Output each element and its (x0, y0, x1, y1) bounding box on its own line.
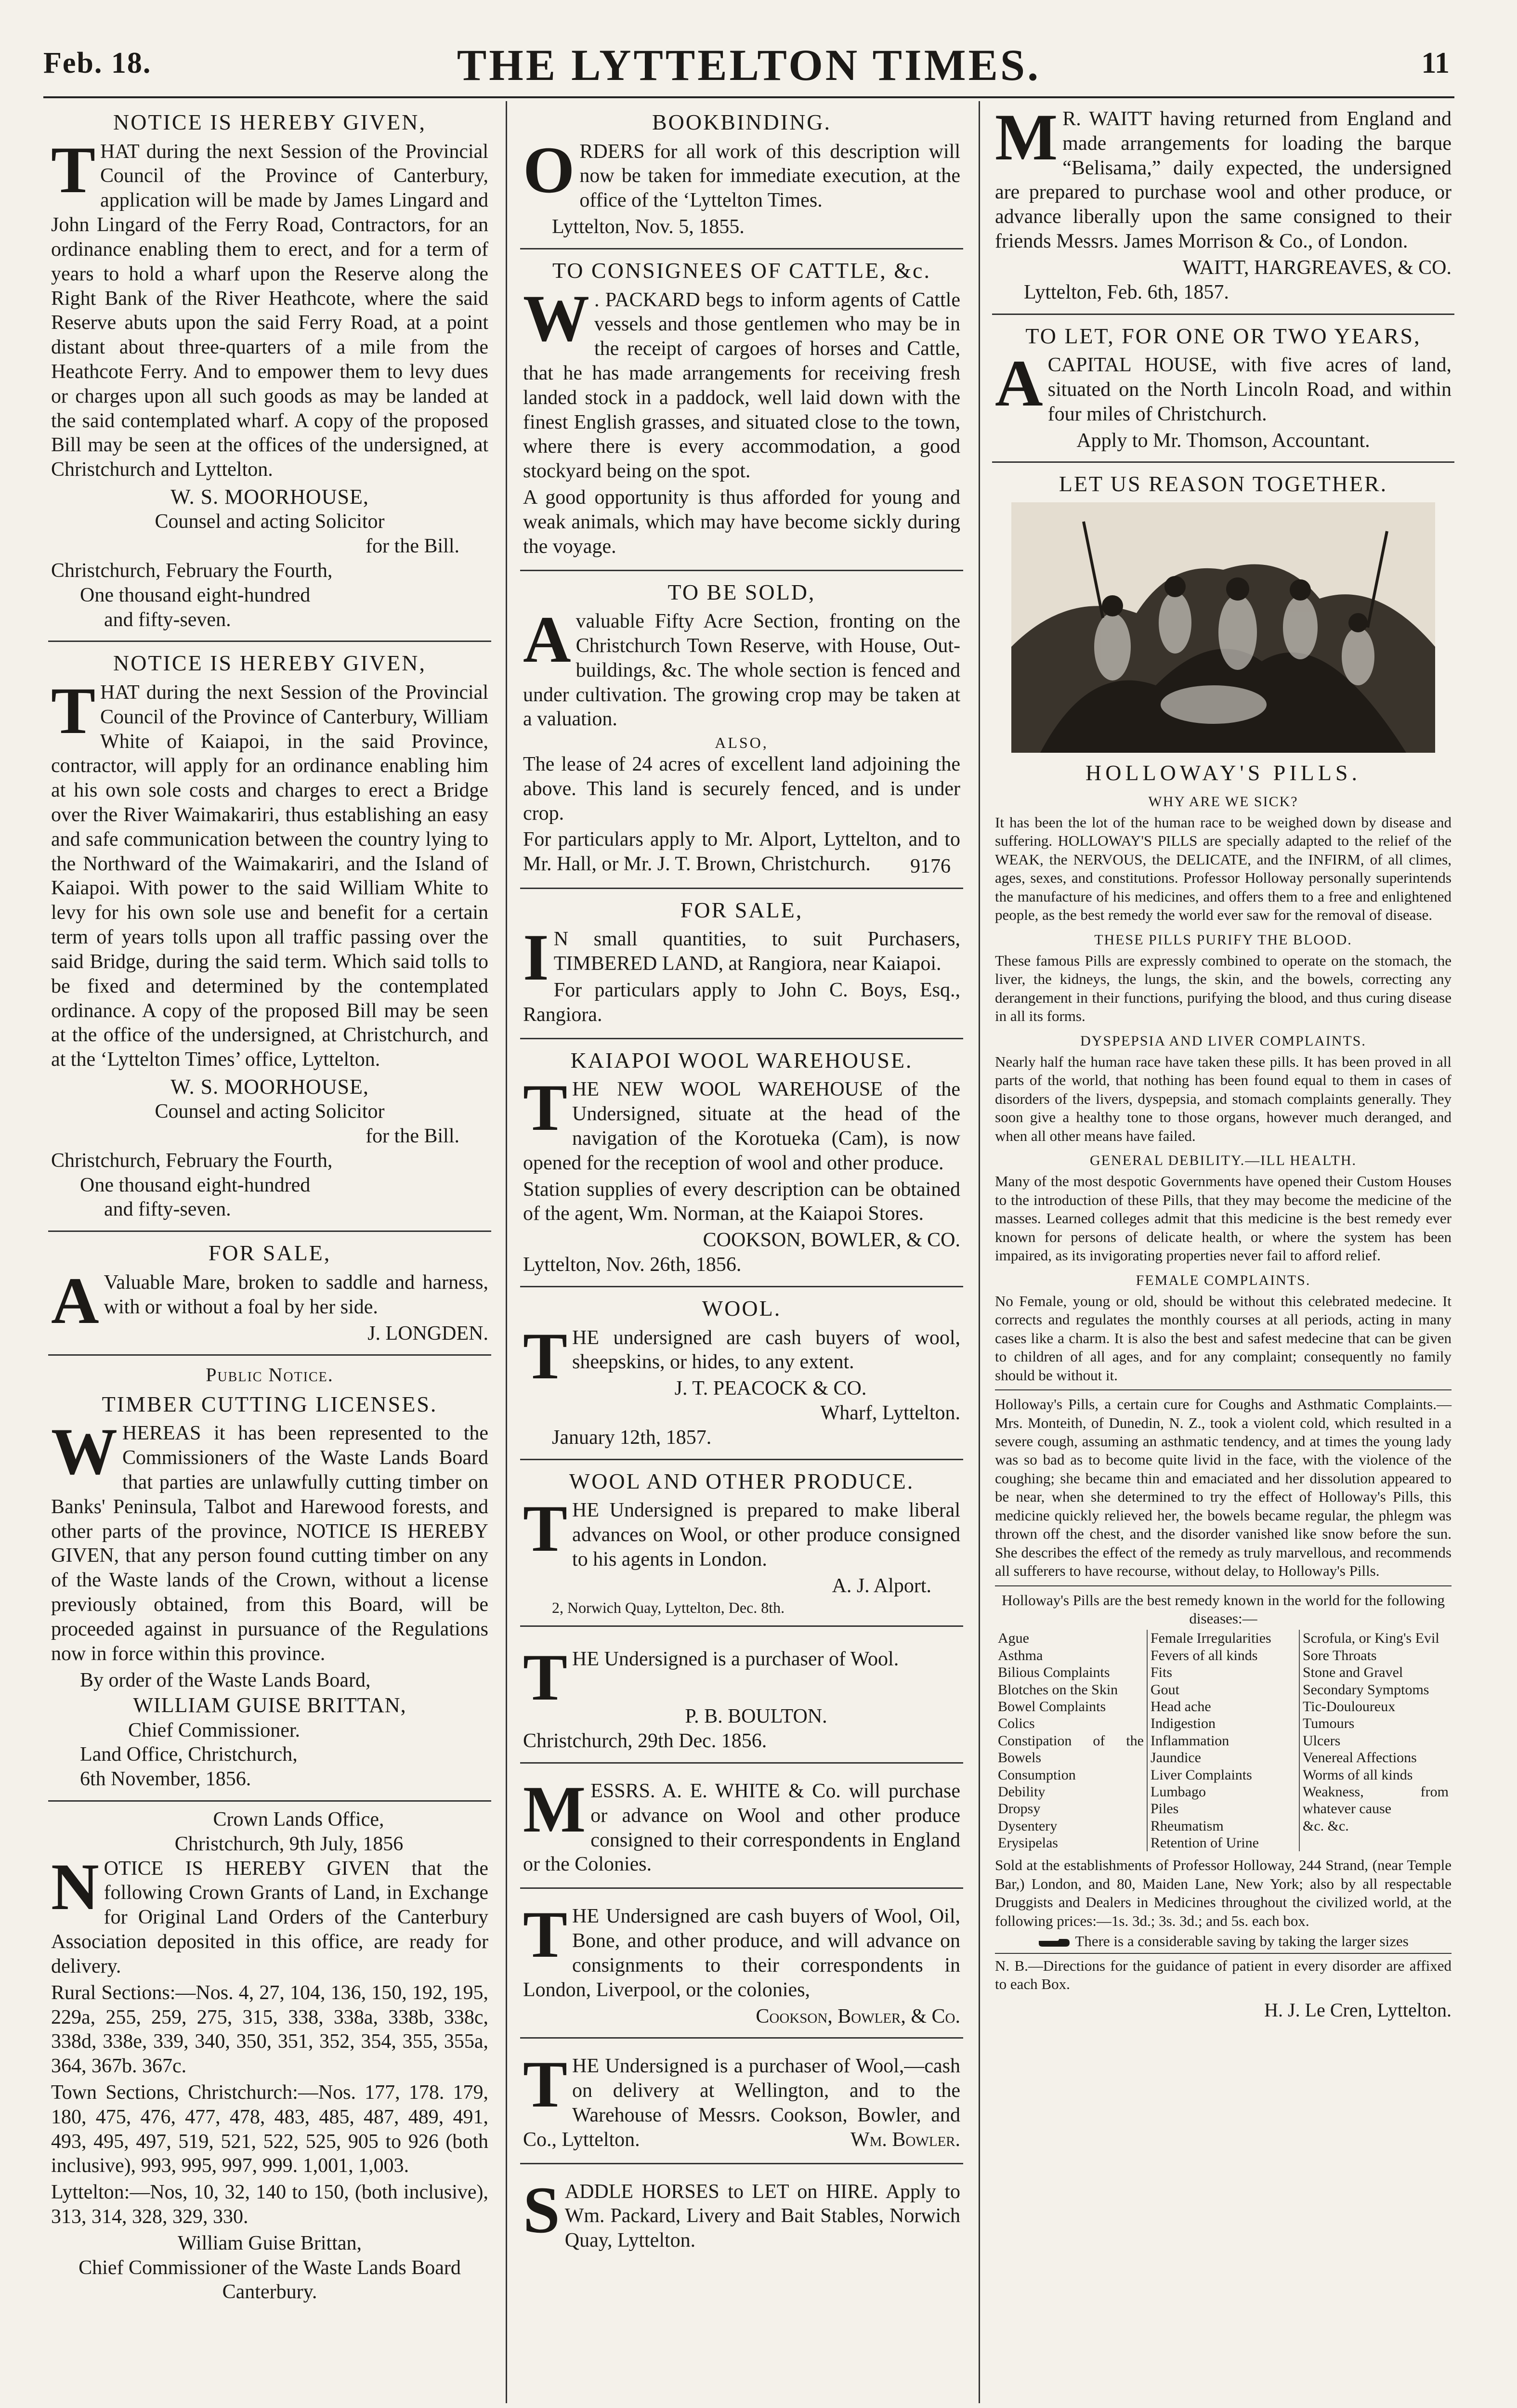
drop-cap: A (523, 602, 571, 677)
disease-item: Debility (998, 1783, 1046, 1800)
disease-item: Ague (998, 1630, 1029, 1647)
disease-item: Worms of all kinds (1303, 1767, 1413, 1783)
disease-item: Asthma (998, 1647, 1043, 1663)
saving-text: There is a considerable saving by taking the larger sizes (1075, 1933, 1409, 1950)
sold-at: Sold at the establishments of Professor Holloway, 244 Strand, (near Temple Bar,) London, and 80, Maiden Lane, New York; also by all respectable Druggists and Dealers in Medicines throughout the civilized world, at the following prices:—1s. 3d.; 3s. 3d.; and 5s. each box. (995, 1857, 1452, 1929)
crown-grants-ad (48, 1802, 491, 2313)
testimonial: Holloway's Pills, a certain cure for Coughs and Asthmatic Complaints.—Mrs. Monteith, of Dunedin, N. Z., took a violent cold, which resulted in a severe cough, assuming an asthmatic tendency, and at times the young lady was so bad as to become quite livid in the face, with the violence of the coughing; she became thin and emaciated and her dissolution appeared to be near, when she determined to try the effect of Holloway's Pills, this medicine quickly relieved her, the bowels became regular, the phlegm was thrown off the chest, and the disorder vanished like snow before the sun. She describes the effect of the remedy as truly marvellous, and recommends all sufferers to have recourse, without delay, to Holloway's Pills. (995, 1396, 1452, 1580)
agent-signature: H. J. Le Cren, Lyttelton. (1264, 1999, 1452, 2021)
cattle-consignees-ad (520, 249, 963, 571)
ad-body: A good opportunity is thus afforded for young and weak animals, which may have become sickly during the voyage. (523, 486, 960, 558)
drop-cap: M (523, 1772, 586, 1846)
disease-item: Venereal Affections (1303, 1750, 1417, 1766)
ad-date: January 12th, 1857. (552, 1426, 712, 1449)
ad-place: Crown Lands Office, (213, 1808, 384, 1831)
ad-date: One thousand eight-hundred (80, 584, 311, 606)
signature: J. T. PEACOCK & CO. (674, 1377, 867, 1400)
drop-cap: T (523, 2047, 568, 2121)
ad-date: 6th November, 1856. (80, 1768, 251, 1791)
section-body: It has been the lot of the human race to be weighed down by disease and suffering. HOLLOWAY'S PILLS are specially adapted to the relief of the WEAK, the NERVOUS, the DELICATE, and the INFIRM, of all climes, ages, sexes, and constitutions. Professor Holloway personally superintends the manufacture of his medicines, and offers them to a free and enlightened people, as the best remedy the world ever saw for the removal of disease. (995, 814, 1452, 924)
ad-body: ADDLE HORSES to LET on HIRE. Apply to Wm. Packard, Livery and Bait Stables, Norwich Quay, Lyttelton. (564, 2180, 960, 2252)
rural-sections: Rural Sections:—Nos. 4, 27, 104, 136, 150, 192, 195, 229a, 255, 259, 275, 315, 338, 338a, 338b, 338c, 338d, 338e, 339, 340, 350, 351, 352, 354, 355, 355a, 364, 367b. 367c. (51, 1981, 488, 2078)
signature: J. LONGDEN. (367, 1322, 488, 1345)
ad-heading: TO BE SOLD, (667, 579, 816, 604)
disease-item: Tic-Douloureux (1303, 1698, 1396, 1714)
signature-role: Wharf, Lyttelton. (820, 1401, 960, 1424)
disease-item: &c. &c. (1303, 1818, 1349, 1834)
masthead (43, 29, 1454, 98)
disease-item: Inflammation (1151, 1732, 1229, 1749)
disease-item: Female Irregularities (1151, 1630, 1271, 1647)
signature-role: Canterbury. (222, 2281, 317, 2303)
ad-heading: KAIAPOI WOOL WAREHOUSE. (570, 1047, 913, 1073)
disease-item: Tumours (1303, 1715, 1355, 1732)
disease-item: Indigestion (1151, 1715, 1216, 1732)
ad-heading: WOOL. (702, 1296, 782, 1321)
kaiapoi-warehouse-ad (520, 1039, 963, 1287)
drop-cap: T (523, 1492, 568, 1566)
signature: WAITT, HARGREAVES, & CO. (1182, 256, 1452, 279)
white-ad (520, 1764, 963, 1889)
ad-body: For particulars apply to Mr. Alport, Lyttelton, and to Mr. Hall, or Mr. J. T. Brown, Christchurch. (523, 828, 960, 876)
section-body: Nearly half the human race have taken these pills. It has been proved in all parts of the world, that nothing has been found equal to them in cases of disorders of the livers, dyspepsia, and stomach complaints generally. They soon give a healthy tone to those organs, however much deranged, and when all other means have failed. (995, 1053, 1452, 1144)
ad-body: CAPITAL HOUSE, with five acres of land, situated on the North Lincoln Road, and within four miles of Christchurch. (1047, 354, 1452, 425)
signature-role: Chief Commissioner. (128, 1719, 300, 1741)
ad-body: HE Undersigned are cash buyers of Wool, Oil, Bone, and other produce, and will advance on consignments to their correspondents in London, Liverpool, or the colonies, (523, 1905, 960, 2001)
page-number: 11 (1421, 47, 1450, 79)
ad-also: ALSO, (715, 734, 769, 752)
ad-date: Christchurch, 9th July, 1856 (174, 1832, 404, 1855)
section-body: These famous Pills are expressly combined to operate on the stomach, the liver, the kidneys, the lungs, the skin, and the bowels, correcting any derangement in their functions, purifying the blood, and thus curing disease in all its forms. (995, 952, 1452, 1025)
disease-item: Stone and Gravel (1303, 1664, 1403, 1681)
section-heading: THESE PILLS PURIFY THE BLOOD. (1094, 931, 1352, 948)
disease-item: Fevers of all kinds (1151, 1647, 1258, 1663)
cookson-ad (520, 1889, 963, 2039)
drop-cap: T (523, 1898, 568, 1972)
ad-heading: LET US REASON TOGETHER. (1059, 471, 1388, 497)
disease-item: Dysentery (998, 1818, 1058, 1834)
waitt-ad (992, 101, 1454, 315)
signature-role: Counsel and acting Solicitor (155, 510, 385, 533)
section-heading: DYSPEPSIA AND LIVER COMPLAINTS. (1080, 1033, 1366, 1049)
engraving-illustration (1011, 502, 1435, 753)
saddle-horses-ad (520, 2164, 963, 2264)
section-body: Many of the most despotic Governments have opened their Custom Houses to the introduction of these Pills, that they may become the medicine of the masses. Learned colleges admit that this medicine is the best remedy ever known for persons of delicate health, or where the system has been impaired, as its invigorating properties never fail to afford relief. (995, 1173, 1452, 1264)
ad-place: 2, Norwich Quay, Lyttelton, Dec. 8th. (552, 1598, 785, 1616)
drop-cap: T (51, 132, 96, 207)
timbered-land-ad (520, 889, 963, 1039)
disease-item: Dropsy (998, 1801, 1041, 1817)
ad-apply: Apply to Mr. Thomson, Accountant. (1076, 429, 1370, 452)
ad-heading: TO CONSIGNEES OF CATTLE, &c. (552, 258, 931, 283)
signature: P. B. BOULTON. (685, 1705, 827, 1728)
column-3 (992, 101, 1454, 2030)
column-1 (48, 101, 491, 2313)
diseases-column (995, 1630, 1147, 1851)
ad-heading: HOLLOWAY'S PILLS. (1085, 760, 1361, 785)
signature: A. J. Alport. (832, 1574, 931, 1597)
signature: W. S. MOORHOUSE, (170, 1074, 369, 1099)
disease-item: Sore Throats (1303, 1647, 1377, 1663)
to-be-sold-ad (520, 571, 963, 889)
drop-cap: N (51, 1849, 99, 1924)
signature: W. S. MOORHOUSE, (170, 485, 369, 509)
ad-body: R. WAITT having returned from England and made arrangements for loading the barque “Belisama,” daily expected, the undersigned are prepared to purchase wool and other produce, or advance liberally upon the same consigned to their friends Messrs. James Morrison & Co., of London. (995, 108, 1452, 253)
disease-item: Ulcers (1303, 1732, 1341, 1749)
ad-body: HE Undersigned is a purchaser of Wool. (572, 1648, 899, 1671)
drop-cap: I (523, 920, 549, 995)
disease-item: Erysipelas (998, 1835, 1058, 1851)
column-rule-1 (506, 101, 507, 2403)
signature: Wm. Bowler. (850, 2128, 960, 2151)
signature: WILLIAM GUISE BRITTAN, (133, 1693, 406, 1717)
notice-bridge-ad (48, 642, 491, 1232)
pointing-hand-icon (1038, 1937, 1072, 1949)
ad-body: N small quantities, to suit Purchasers, TIMBERED LAND, at Rangiora, near Kaiapoi. (553, 928, 960, 975)
signature: Cookson, Bowler, & Co. (756, 2005, 960, 2028)
ad-body: The lease of 24 acres of excellent land adjoining the above. This land is securely fenced, and is under crop. (523, 753, 960, 824)
ad-date: and fifty-seven. (104, 1198, 231, 1221)
saving-note (995, 1932, 1452, 1950)
disease-item: Colics (998, 1715, 1035, 1732)
section-body: No Female, young or old, should be without this celebrated medecine. It corrects and regulates the monthly courses at all periods, acting in many cases like a charm. It is also the best and safest medecine that can be given to children of all ages, and for any complaint; consequently no family should be without it. (995, 1292, 1452, 1384)
bowler-ad (520, 2039, 963, 2164)
notice-wharf-ad (48, 101, 491, 642)
ad-place: Christchurch, February the Fourth, (51, 559, 333, 582)
wool-produce-ad (520, 1460, 963, 1627)
ad-heading: TIMBER CUTTING LICENSES. (102, 1391, 438, 1416)
diseases-intro: Holloway's Pills are the best remedy known in the world for the following diseases:— (1002, 1591, 1445, 1627)
ad-heading: BOOKBINDING. (652, 110, 832, 134)
ad-body: For particulars apply to John C. Boys, Esq., Rangiora. (523, 979, 960, 1026)
signature-role: for the Bill. (366, 1125, 459, 1148)
diseases-table (995, 1630, 1452, 1851)
boulton-ad (520, 1627, 963, 1764)
ad-body: OTICE IS HEREBY GIVEN that the following Crown Grants of Land, in Exchange for Original Land Orders of the Canterbury Association deposited in this office, are ready for delivery. (51, 1857, 488, 1977)
drop-cap: W (51, 1414, 118, 1489)
disease-item: Piles (1151, 1801, 1179, 1817)
drop-cap: W (523, 281, 589, 355)
disease-item: Blotches on the Skin (998, 1681, 1118, 1698)
diseases-column (1147, 1630, 1299, 1851)
disease-item: Rheumatism (1151, 1818, 1224, 1834)
disease-item: Head ache (1151, 1698, 1211, 1714)
ad-heading: FOR SALE, (680, 897, 803, 922)
drop-cap: A (995, 346, 1043, 420)
ad-body: Station supplies of every description can be obtained of the agent, Wm. Norman, at the Kaiapoi Stores. (523, 1178, 960, 1225)
disease-item: Retention of Urine (1151, 1835, 1259, 1851)
column-2 (520, 101, 963, 2264)
ad-body: Valuable Mare, broken to saddle and harness, with or without a foal by her side. (104, 1271, 488, 1318)
disease-item: Lumbago (1151, 1783, 1206, 1800)
drop-cap: M (995, 100, 1058, 174)
ad-body: RDERS for all work of this description will now be taken for immediate execution, at the office of the ‘Lyttelton Times. (579, 140, 960, 212)
ad-order: By order of the Waste Lands Board, (80, 1669, 371, 1691)
ad-body: HE NEW WOOL WAREHOUSE of the Undersigned, situate at the head of the navigation of the Korotueka (Cam), is now opened for the reception of wool and other produce. (523, 1078, 960, 1174)
signature-role: Counsel and acting Solicitor (155, 1100, 385, 1123)
mare-for-sale-ad (48, 1232, 491, 1356)
section-heading: GENERAL DEBILITY.—ILL HEALTH. (1089, 1152, 1357, 1169)
ad-body: valuable Fifty Acre Section, fronting on the Christchurch Town Reserve, with House, Out-buildings, &c. The whole section is fenced and under cultivation. The growing crop may be taken at a valuation. (523, 610, 960, 731)
holloway-pills-ad (992, 463, 1454, 2030)
drop-cap: T (523, 1071, 568, 1145)
drop-cap: T (523, 1319, 568, 1393)
drop-cap: T (523, 1640, 568, 1714)
signature-role: for the Bill. (366, 535, 459, 558)
disease-item: Fits (1151, 1664, 1173, 1681)
ad-heading: NOTICE IS HEREBY GIVEN, (113, 651, 426, 676)
disease-item: Weakness, from whatever cause (1303, 1783, 1449, 1817)
disease-item: Liver Complaints (1151, 1767, 1252, 1783)
ad-date: Christchurch, 29th Dec. 1856. (523, 1730, 767, 1753)
ad-date: Lyttelton, Nov. 26th, 1856. (523, 1254, 742, 1276)
lyttelton-sections: Lyttelton:—Nos, 10, 32, 140 to 150, (both inclusive), 313, 314, 328, 329, 330. (51, 2181, 488, 2228)
nb-note: N. B.—Directions for the guidance of patient in every disorder are affixed to each Box. (995, 1953, 1452, 1994)
ad-body: HEREAS it has been represented to the Commissioners of the Waste Lands Board that parties are unlawfully cutting timber on Banks' Peninsula, Talbot and Harewood forests, and other parts of the province, NOTICE IS HEREBY GIVEN, that any person found cutting timber on any of the Waste lands of the Crown, without a license previously obtained, from this Board, will be proceeded against in pursuance of the Regulations now in force within this province. (51, 1422, 488, 1665)
town-sections: Town Sections, Christchurch:—Nos. 177, 178. 179, 180, 475, 476, 477, 478, 483, 485, 487, 489, 491, 493, 495, 497, 519, 521, 522, 525, 905 to 926 (both inclusive), 993, 995, 997, 999. 1,001, 1,003. (51, 2081, 488, 2177)
disease-item: Scrofula, or King's Evil (1303, 1630, 1439, 1647)
disease-item: Consumption (998, 1767, 1076, 1783)
disease-item: Jaundice (1151, 1750, 1201, 1766)
ad-heading: FOR SALE, (208, 1241, 331, 1266)
drop-cap: A (51, 1263, 99, 1337)
ad-body: HAT during the next Session of the Provincial Council of the Province of Canterbury, application will be made by James Lingard and John Lingard of the Ferry Road, Contractors, for an ordinance enabling them to erect, and for a term of years to hold a wharf upon the Reserve along the Right Bank of the River Heathcote, where the said Reserve abuts upon the said Ferry Road, at a point distant about three-quarters of a mile from the Heathcote Ferry. And to empower them to levy dues or charges upon all such goods as may be landed at the said contemplated wharf. A copy of the proposed Bill may be seen at the offices of the undersigned, at Christchurch and Lyttelton. (51, 140, 488, 481)
disease-item: Bowel Complaints (998, 1698, 1106, 1714)
disease-item: Secondary Symptoms (1303, 1681, 1429, 1698)
ad-heading: TO LET, FOR ONE OR TWO YEARS, (1025, 323, 1421, 348)
ad-date: One thousand eight-hundred (80, 1174, 311, 1196)
newspaper-title: THE LYTTELTON TIMES. (457, 40, 1041, 90)
wool-ad (520, 1287, 963, 1460)
ad-body: HAT during the next Session of the Provincial Council of the Province of Canterbury, William White of Kaiapoi, in the said Province, contractor, will apply for an ordinance enabling him at his own sole costs and charges to erect a Bridge over the River Waimakariri, thus establishing an easy and safe communication between the country lying to the Northward of the Waimakariri, and the Island of Kaiapoi. With power to the said William White to levy for his own sole use and benefit for a certain term of years tolls upon all traffic passing over the said Bridge, during the said term. Which said tolls to be fixed and determined by the contemplated ordinance. A copy of the proposed Bill may be seen at the office of the undersigned, at Christchurch, and at the ‘Lyttelton Times’ office, Lyttelton. (51, 681, 488, 1071)
ad-date: and fifty-seven. (104, 608, 231, 631)
ad-date: Lyttelton, Nov. 5, 1855. (552, 216, 745, 238)
ad-heading: WOOL AND OTHER PRODUCE. (569, 1468, 915, 1493)
drop-cap: S (523, 2172, 560, 2247)
ad-heading: NOTICE IS HEREBY GIVEN, (113, 110, 426, 134)
ad-body: HE undersigned are cash buyers of wool, sheepskins, or hides, to any extent. (572, 1326, 960, 1374)
issue-date: Feb. 18. (43, 47, 152, 79)
section-heading: FEMALE COMPLAINTS. (1136, 1272, 1311, 1288)
to-let-ad (992, 315, 1454, 463)
signature-role: Chief Commissioner of the Waste Lands Board (78, 2256, 461, 2279)
bookbinding-ad (520, 101, 963, 249)
section-heading: WHY ARE WE SICK? (1148, 793, 1298, 810)
column-rule-2 (979, 101, 980, 2403)
drop-cap: T (51, 673, 96, 747)
ad-number: 9176 (910, 855, 951, 877)
timber-licenses-ad (48, 1356, 491, 1802)
drop-cap: O (523, 132, 575, 207)
ad-label: Public Notice. (206, 1364, 334, 1386)
signature: William Guise Brittan, (177, 2232, 362, 2254)
ad-body: ESSRS. A. E. WHITE & Co. will purchase or advance on Wool and other produce consigned to their correspondents in England or the Colonies. (523, 1780, 960, 1876)
ad-body: HE Undersigned is a purchaser of Wool,—cash on delivery at Wellington, and to the Warehouse of Messrs. Cookson, Bowler, and Co., Lyttelton. (523, 2055, 960, 2151)
ad-place: Christchurch, February the Fourth, (51, 1149, 333, 1172)
ad-body: HE Undersigned is prepared to make liberal advances on Wool, or other produce consigned to his agents in London. (572, 1499, 960, 1570)
disease-item: Bilious Complaints (998, 1664, 1110, 1681)
signature: COOKSON, BOWLER, & CO. (703, 1229, 960, 1252)
ad-place: Land Office, Christchurch, (80, 1743, 298, 1766)
disease-item: Constipation of the Bowels (998, 1732, 1144, 1766)
ad-date: Lyttelton, Feb. 6th, 1857. (1024, 281, 1229, 303)
ad-body: . PACKARD begs to inform agents of Cattle vessels and those gentlemen who may be in the receipt of cargoes of horses and Cattle, that he has made arrangements for receiving fresh landed stock in a paddock, well laid down with the finest English grasses, and situated close to the town, where there is every accommodation, a good stockyard being on the spot. (523, 288, 960, 483)
diseases-column (1299, 1630, 1452, 1851)
disease-item: Gout (1151, 1681, 1179, 1698)
